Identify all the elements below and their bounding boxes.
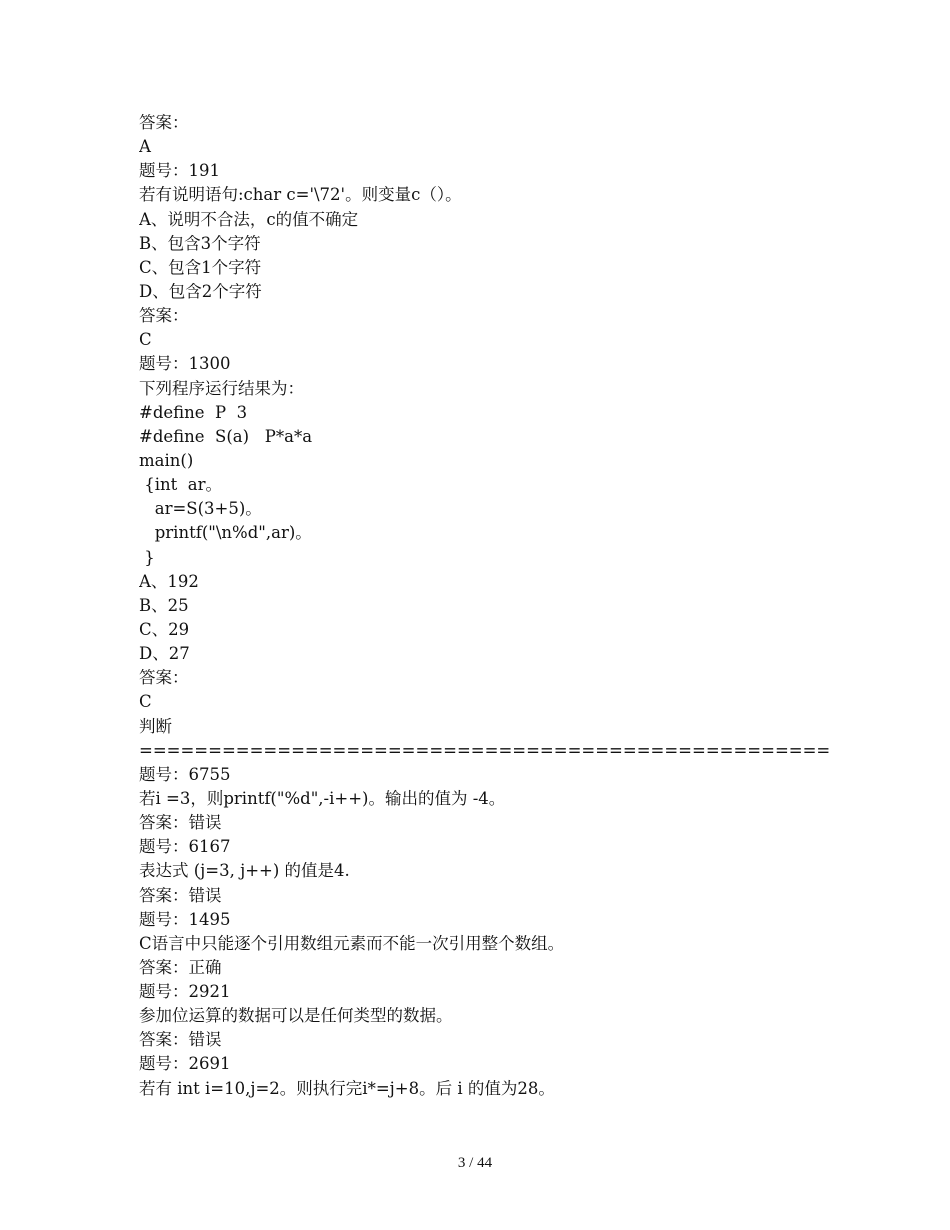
text-line: } [139, 547, 155, 567]
text-line: 答案：正确 [139, 957, 222, 977]
text-line: 题号：1495 [139, 909, 231, 929]
text-line: 答案：错误 [139, 885, 222, 905]
text-line: 题号：6755 [139, 764, 231, 784]
text-line: B、25 [139, 595, 189, 615]
text-line: A、说明不合法，c的值不确定 [139, 209, 359, 229]
text-line: A、192 [139, 571, 199, 591]
text-line: D、27 [139, 644, 190, 664]
text-line: 题号：1300 [139, 354, 231, 374]
text-line: ar=S(3+5)。 [139, 499, 262, 519]
text-line: 题号：2691 [139, 1054, 231, 1074]
text-line: C [139, 330, 152, 350]
text-line: C、包含1个字符 [139, 257, 262, 277]
text-line: printf("\n%d",ar)。 [139, 523, 312, 543]
text-line: A [139, 137, 151, 157]
text-line: 若有说明语句:char c='\72'。则变量c（）。 [139, 185, 462, 205]
text-line: 题号：6167 [139, 837, 231, 857]
text-line: 下列程序运行结果为： [139, 378, 304, 398]
text-line: 答案： [139, 668, 189, 688]
text-line: 答案： [139, 306, 189, 326]
page-number: 3 / 44 [457, 1155, 493, 1171]
text-line: 判断 [139, 716, 172, 736]
text-line: 答案： [139, 113, 189, 132]
text-line: 答案：错误 [139, 813, 222, 833]
text-line: C [139, 692, 152, 712]
text-line: 答案：错误 [139, 1030, 222, 1050]
text-line: 参加位运算的数据可以是任何类型的数据。 [139, 1006, 453, 1026]
text-line: D、包含2个字符 [139, 281, 262, 301]
text-line: 若有 int i=10,j=2。则执行完i*=j+8。后 i 的值为28。 [139, 1078, 555, 1098]
text-line: 表达式 (j=3, j++) 的值是4. [139, 861, 350, 881]
text-line: #define S(a) P*a*a [139, 426, 313, 446]
text-line: 若i =3，则printf("%d",-i++)。输出的值为 -4。 [139, 788, 506, 808]
text-line: C语言中只能逐个引用数组元素而不能一次引用整个数组。 [139, 933, 565, 953]
document-body [139, 111, 879, 1101]
text-line: 题号：2921 [139, 982, 231, 1002]
text-line: 题号：191 [139, 161, 220, 181]
text-line: main() [139, 450, 194, 470]
text-line: B、包含3个字符 [139, 233, 261, 253]
text-line: ================================================== [139, 740, 831, 760]
text-line: {int ar。 [139, 475, 222, 495]
text-line: C、29 [139, 619, 190, 639]
text-line: #define P 3 [139, 402, 248, 422]
